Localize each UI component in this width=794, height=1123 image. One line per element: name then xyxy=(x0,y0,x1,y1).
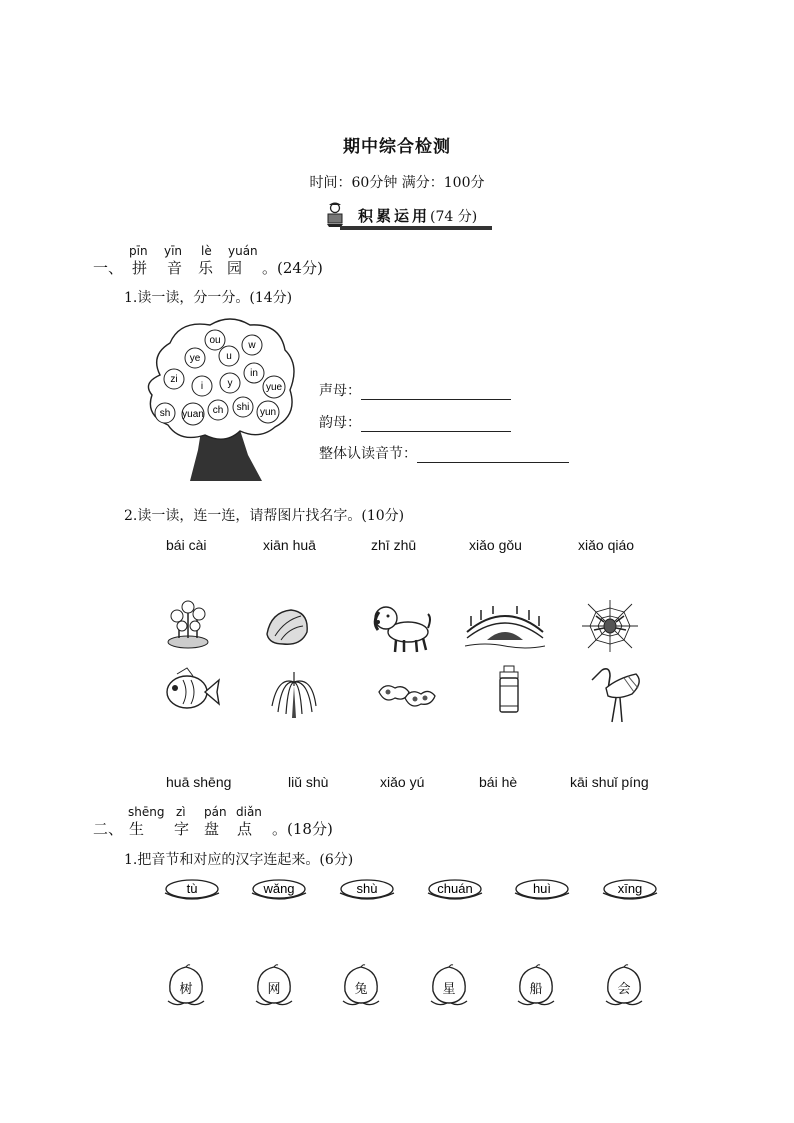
pinyin-1: pīn xyxy=(129,244,148,258)
apple-label: yue xyxy=(265,382,283,393)
peach-label: 树 xyxy=(179,982,193,997)
section1-score: 。(24分) xyxy=(262,259,323,277)
bridge-icon xyxy=(465,604,545,650)
peach-label: 船 xyxy=(529,982,543,997)
flowers-pot-icon xyxy=(163,598,213,650)
apple-label: u xyxy=(226,351,232,362)
pinyin-option: liǔ shù xyxy=(288,774,329,790)
apple-label: sh xyxy=(159,408,171,419)
willow-tree-icon xyxy=(268,666,320,718)
peanuts-icon xyxy=(375,678,439,710)
pinyin-1: shēng xyxy=(128,805,165,819)
question-2-1: 1.把音节和对应的汉字连起来。(6分) xyxy=(124,852,354,868)
apple-label: w xyxy=(248,340,256,351)
pinyin-2: zì xyxy=(176,805,186,819)
pinyin-option: kāi shuǐ píng xyxy=(570,774,649,790)
apple-label: zi xyxy=(170,374,178,385)
syllable-plate xyxy=(249,875,309,907)
blank-label: 整体认读音节： xyxy=(319,446,417,462)
exam-info: 时间：60分钟 满分：100分 xyxy=(309,175,485,191)
apple-label: y xyxy=(227,378,233,389)
pinyin-option: xiǎo yú xyxy=(380,774,425,790)
pinyin-2: yīn xyxy=(164,244,183,258)
section2-char-3: 盘 xyxy=(204,820,220,838)
apple-label: ch xyxy=(212,405,224,416)
section2-score: 。(18分) xyxy=(272,820,333,838)
section1-number: 一、 xyxy=(93,259,124,277)
apple xyxy=(220,373,240,393)
fish-icon xyxy=(163,666,221,718)
pinyin-option: bái hè xyxy=(479,774,518,790)
plate-label: chuán xyxy=(437,881,473,896)
blank-label: 韵母： xyxy=(319,415,361,431)
apple xyxy=(263,376,285,398)
plate-label: xīng xyxy=(617,881,643,896)
blank-initials xyxy=(319,380,511,400)
peach-label: 兔 xyxy=(354,982,368,997)
section2-char-4: 点 xyxy=(237,820,253,838)
banner-label: 积累运用 xyxy=(358,207,431,225)
pinyin-3: pán xyxy=(204,805,227,819)
apple xyxy=(242,335,262,355)
apple xyxy=(192,376,212,396)
peach-label: 网 xyxy=(267,982,281,997)
crane-icon xyxy=(588,664,646,724)
section2-number: 二、 xyxy=(93,820,124,838)
apple-label: yun xyxy=(259,407,277,418)
peach-label: 会 xyxy=(617,982,631,997)
pinyin-3: lè xyxy=(201,244,212,258)
syllable-plate xyxy=(600,875,660,907)
apple xyxy=(164,369,184,389)
letter-tree-illustration xyxy=(140,315,300,485)
apple-label: ou xyxy=(209,335,221,346)
page-title: 期中综合检测 xyxy=(343,137,451,157)
character-peach xyxy=(250,963,298,1011)
apple xyxy=(233,397,253,417)
section2-char-1: 生 xyxy=(129,820,145,838)
section2-char-2: 字 xyxy=(174,820,190,838)
apple-label: yuan xyxy=(182,409,204,420)
plate-label: huì xyxy=(532,881,552,896)
pinyin-4: yuán xyxy=(228,244,258,258)
character-peach xyxy=(425,963,473,1011)
section1-char-3: 乐 xyxy=(198,259,214,277)
syllable-plate xyxy=(337,875,397,907)
section1-char-1: 拼 xyxy=(132,259,148,277)
thermos-icon xyxy=(494,664,524,716)
syllable-plate xyxy=(162,875,222,907)
apple xyxy=(257,401,279,423)
cabbage-icon xyxy=(263,604,313,648)
apple xyxy=(185,348,205,368)
answer-line[interactable] xyxy=(361,383,511,400)
pinyin-option: xiǎo qiáo xyxy=(578,537,635,553)
question-1-1: 1.读一读，分一分。(14分) xyxy=(124,290,293,306)
section1-char-2: 音 xyxy=(167,259,183,277)
apple-label: shi xyxy=(236,402,250,413)
apple-label: ye xyxy=(189,353,201,364)
question-1-2: 2.读一读，连一连，请帮图片找名字。(10分) xyxy=(124,508,405,524)
apple xyxy=(205,330,225,350)
blank-label: 声母： xyxy=(319,383,361,399)
section-banner xyxy=(322,200,498,230)
spider-web-icon xyxy=(580,598,640,654)
section1-char-4: 园 xyxy=(227,259,243,277)
puppy-icon xyxy=(370,600,434,656)
character-peach xyxy=(162,963,210,1011)
character-peach xyxy=(337,963,385,1011)
blank-whole-syllables xyxy=(319,443,569,463)
reading-child-icon xyxy=(324,202,346,228)
apple xyxy=(182,403,204,425)
pinyin-option: xiān huā xyxy=(263,537,316,553)
plate-label: wǎng xyxy=(263,881,295,896)
apple xyxy=(219,346,239,366)
apple xyxy=(155,403,175,423)
plate-label: shù xyxy=(356,881,378,896)
syllable-plate xyxy=(425,875,485,907)
pinyin-4: diǎn xyxy=(236,805,262,819)
pinyin-option: bái cài xyxy=(166,537,207,553)
pinyin-option: xiǎo gǒu xyxy=(469,537,522,553)
apple-label: i xyxy=(200,381,204,392)
pinyin-option: zhī zhū xyxy=(371,537,417,553)
apple-label: in xyxy=(250,368,258,379)
banner-points: (74 分) xyxy=(430,209,478,225)
answer-line[interactable] xyxy=(417,446,569,463)
apple xyxy=(208,400,228,420)
character-peach xyxy=(512,963,560,1011)
syllable-plate xyxy=(512,875,572,907)
character-peach xyxy=(600,963,648,1011)
blank-finals xyxy=(319,412,511,432)
banner-underline xyxy=(340,226,492,230)
plate-label: tù xyxy=(186,881,198,896)
peach-label: 星 xyxy=(442,982,456,997)
answer-line[interactable] xyxy=(361,415,511,432)
pinyin-option: huā shēng xyxy=(166,774,232,790)
apple xyxy=(244,363,264,383)
